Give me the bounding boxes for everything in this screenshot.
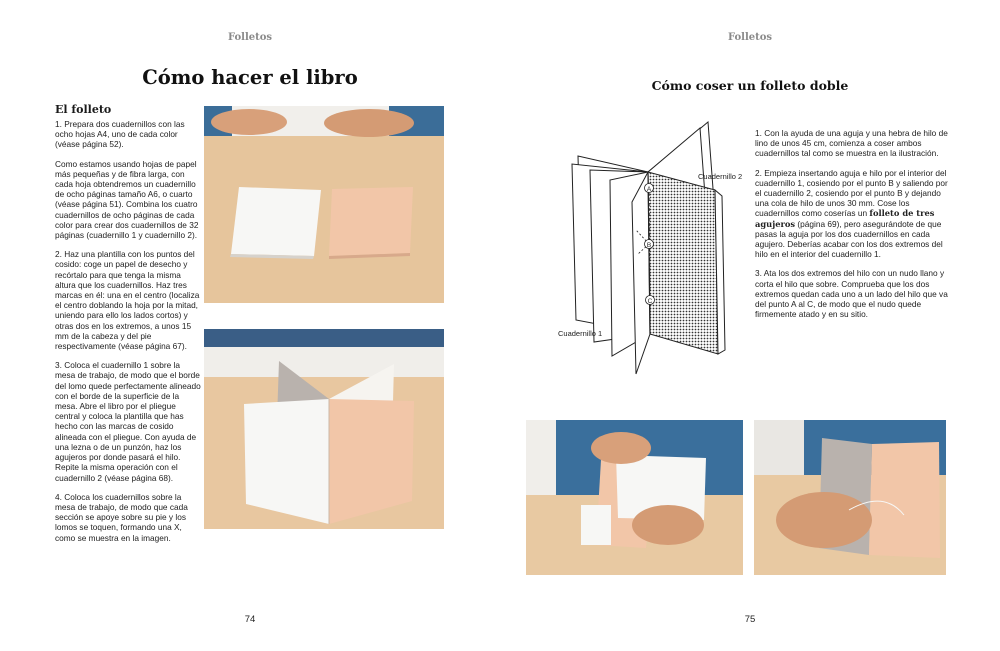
label-cuadernillo-1: Cuadernillo 1: [558, 329, 603, 338]
step2-text-end: (página 69), pero asegurándote de que pasas la aguja por los dos cuadernillos en cada agujero. Deberías acabar con los dos extremos del hilo en el interior del cuadernillo 1.: [755, 218, 943, 260]
point-c-label: C: [647, 298, 653, 305]
paragraph-step-3: 3. Coloca el cuadernillo 1 sobre la mesa de trabajo, de modo que el borde del lomo quede perfectamente alineado con el borde de la superficie de la mesa. Abre el libro por el pliegue central y coloca la plantilla que has hecho con las marcas de cosido alineada con el pliegue. Con ayuda de una lezna o de un punzón, haz los agujeros por donde pasará el hilo. Repite la misma operación con el cuadernillo 2 (véase página 68).: [55, 360, 201, 483]
page-title: Cómo hacer el libro: [142, 66, 358, 89]
step2-text-start: 2. Empieza insertando aguja e hilo por el interior del cuadernillo 1, cosiendo por el punto B y saliendo por el cuadernillo 2, cosiendo por el punto B y dejando una cola de hilo de unos 30 mm. Cose los cuadernillos como coserías un: [755, 167, 948, 219]
running-head-left: Folletos: [227, 32, 273, 43]
photo-sewing-left: [526, 420, 743, 575]
running-head-right: Folletos: [727, 32, 773, 43]
section-heading: El folleto: [55, 103, 112, 116]
paragraph-sew-step-2: [755, 168, 950, 260]
photo-sewing-right: [754, 420, 946, 575]
paragraph-step-1: 1. Prepara dos cuadernillos con las ocho hojas A4, uno de cada color (véase página 52).: [55, 119, 185, 150]
point-b-label: B: [646, 242, 652, 249]
page-number-left: 74: [244, 614, 256, 625]
left-body-text: [55, 119, 201, 552]
point-a-label: A: [646, 186, 652, 193]
paragraph-step-2: 2. Haz una plantilla con los puntos del cosido: coge un papel de desecho y recórtalo para que tenga la misma altura que los cuadernillos. Haz tres marcas en él: una en el centro (localiza el centro doblando la hoja por la mitad, uniendo para ello los lados cortos) y otras dos en los extremos, a unos 15 mm de la cabeza y del pie respectivamente (véase página 67).: [55, 249, 200, 352]
paragraph-sew-step-1: 1. Con la ayuda de una aguja y una hebra de hilo de lino de unos 45 cm, comienza a coser ambos cuadernillos tal como se muestra en la ilustración.: [755, 128, 948, 159]
right-page: [500, 0, 1000, 651]
step2-bold-reference: folleto de tres agujeros: [755, 208, 935, 229]
label-cuadernillo-2: Cuadernillo 2: [698, 172, 743, 181]
booklet-stitch-illustration: [550, 112, 780, 377]
right-body-text: [755, 128, 950, 328]
page-number-right: 75: [744, 614, 756, 625]
paragraph-step-4: 4. Coloca los cuadernillos sobre la mesa de trabajo, de modo que cada sección se apoye sobre su pie y los lomos se toquen, formando una X, como se muestra en la imagen.: [55, 491, 188, 543]
paragraph-intro: Como estamos usando hojas de papel más pequeñas y de fibra larga, con cada hoja obtendremos un cuadernillo de ocho páginas tamaño A6, o cuarto (véase página 51). Combina los cuatro cuadernillos de ocho páginas de cada color para crear dos cuadernillos de 32 páginas (cuadernillo 1 y cuadernillo 2).: [55, 158, 199, 241]
photo-x-booklets: [204, 329, 444, 529]
paragraph-sew-step-3: 3. Ata los dos extremos del hilo con un nudo llano y corta el hilo que sobre. Comprueba que los dos extremos quedan cada uno a un lado del hilo que va del punto A al C, de modo que el nudo quede firmemente atado y en su sitio.: [755, 268, 948, 320]
photo-hands-booklets: [204, 106, 444, 303]
section-title: Cómo coser un folleto doble: [651, 78, 849, 93]
